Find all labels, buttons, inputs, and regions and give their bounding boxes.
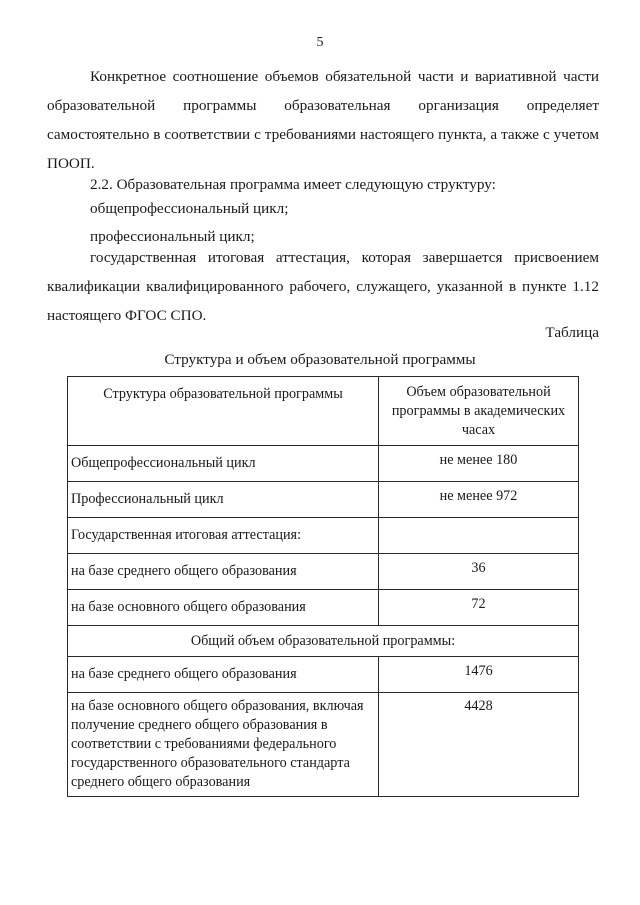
table-header-row (68, 377, 579, 446)
paragraph-volume-ratio: Конкретное соотношение объемов обязательной части и вариативной части образовательной программы образовательная организация определяет самостоятельно в соответствии с требованиями настоящего пункта, а также с учетом ПООП. (47, 68, 599, 172)
row-att-secondary-name: на базе среднего общего образования (68, 554, 379, 590)
table-row (68, 482, 579, 518)
table-row (68, 626, 579, 657)
row-total-header: Общий объем образовательной программы: (68, 626, 579, 657)
row-att-basic-name: на базе основного общего образования (68, 590, 379, 626)
row-professional-cycle-value: не менее 972 (379, 482, 579, 518)
row-professional-cycle-name: Профессиональный цикл (68, 482, 379, 518)
row-total-basic-name: на базе основного общего образования, включая получение среднего общего образования в соответствии с требованиями федерального государственного образовательного стандарта среднего общего образования (68, 693, 379, 797)
row-total-secondary-value: 1476 (379, 657, 579, 693)
table-row (68, 446, 579, 482)
row-total-basic-value: 4428 (379, 693, 579, 797)
table-row (68, 693, 579, 797)
row-att-secondary-value: 36 (379, 554, 579, 590)
paragraph-attestation: государственная итоговая аттестация, которая завершается присвоением квалификации квалифицированного рабочего, служащего, указанной в пункте 1.12 настоящего ФГОС СПО. (47, 249, 599, 324)
row-general-cycle-name: Общепрофессиональный цикл (68, 446, 379, 482)
paragraph-professional-cycle: профессиональный цикл; (90, 228, 255, 245)
row-attestation-name: Государственная итоговая аттестация: (68, 518, 379, 554)
paragraph-general-cycle: общепрофессиональный цикл; (90, 200, 289, 217)
row-general-cycle-value: не менее 180 (379, 446, 579, 482)
page-number: 5 (316, 35, 324, 50)
table-label: Таблица (545, 324, 599, 341)
row-total-secondary-name: на базе среднего общего образования (68, 657, 379, 693)
header-structure: Структура образовательной программы (68, 377, 379, 446)
row-att-basic-value: 72 (379, 590, 579, 626)
table-row (68, 590, 579, 626)
table-row (68, 554, 579, 590)
row-attestation-value (379, 518, 579, 554)
paragraph-structure-intro: 2.2. Образовательная программа имеет следующую структуру: (90, 176, 496, 193)
table-row (68, 518, 579, 554)
table-row (68, 657, 579, 693)
table-caption: Структура и объем образовательной программы (164, 351, 476, 368)
program-structure-table (67, 376, 579, 797)
header-volume: Объем образовательной программы в академических часах (379, 377, 579, 446)
